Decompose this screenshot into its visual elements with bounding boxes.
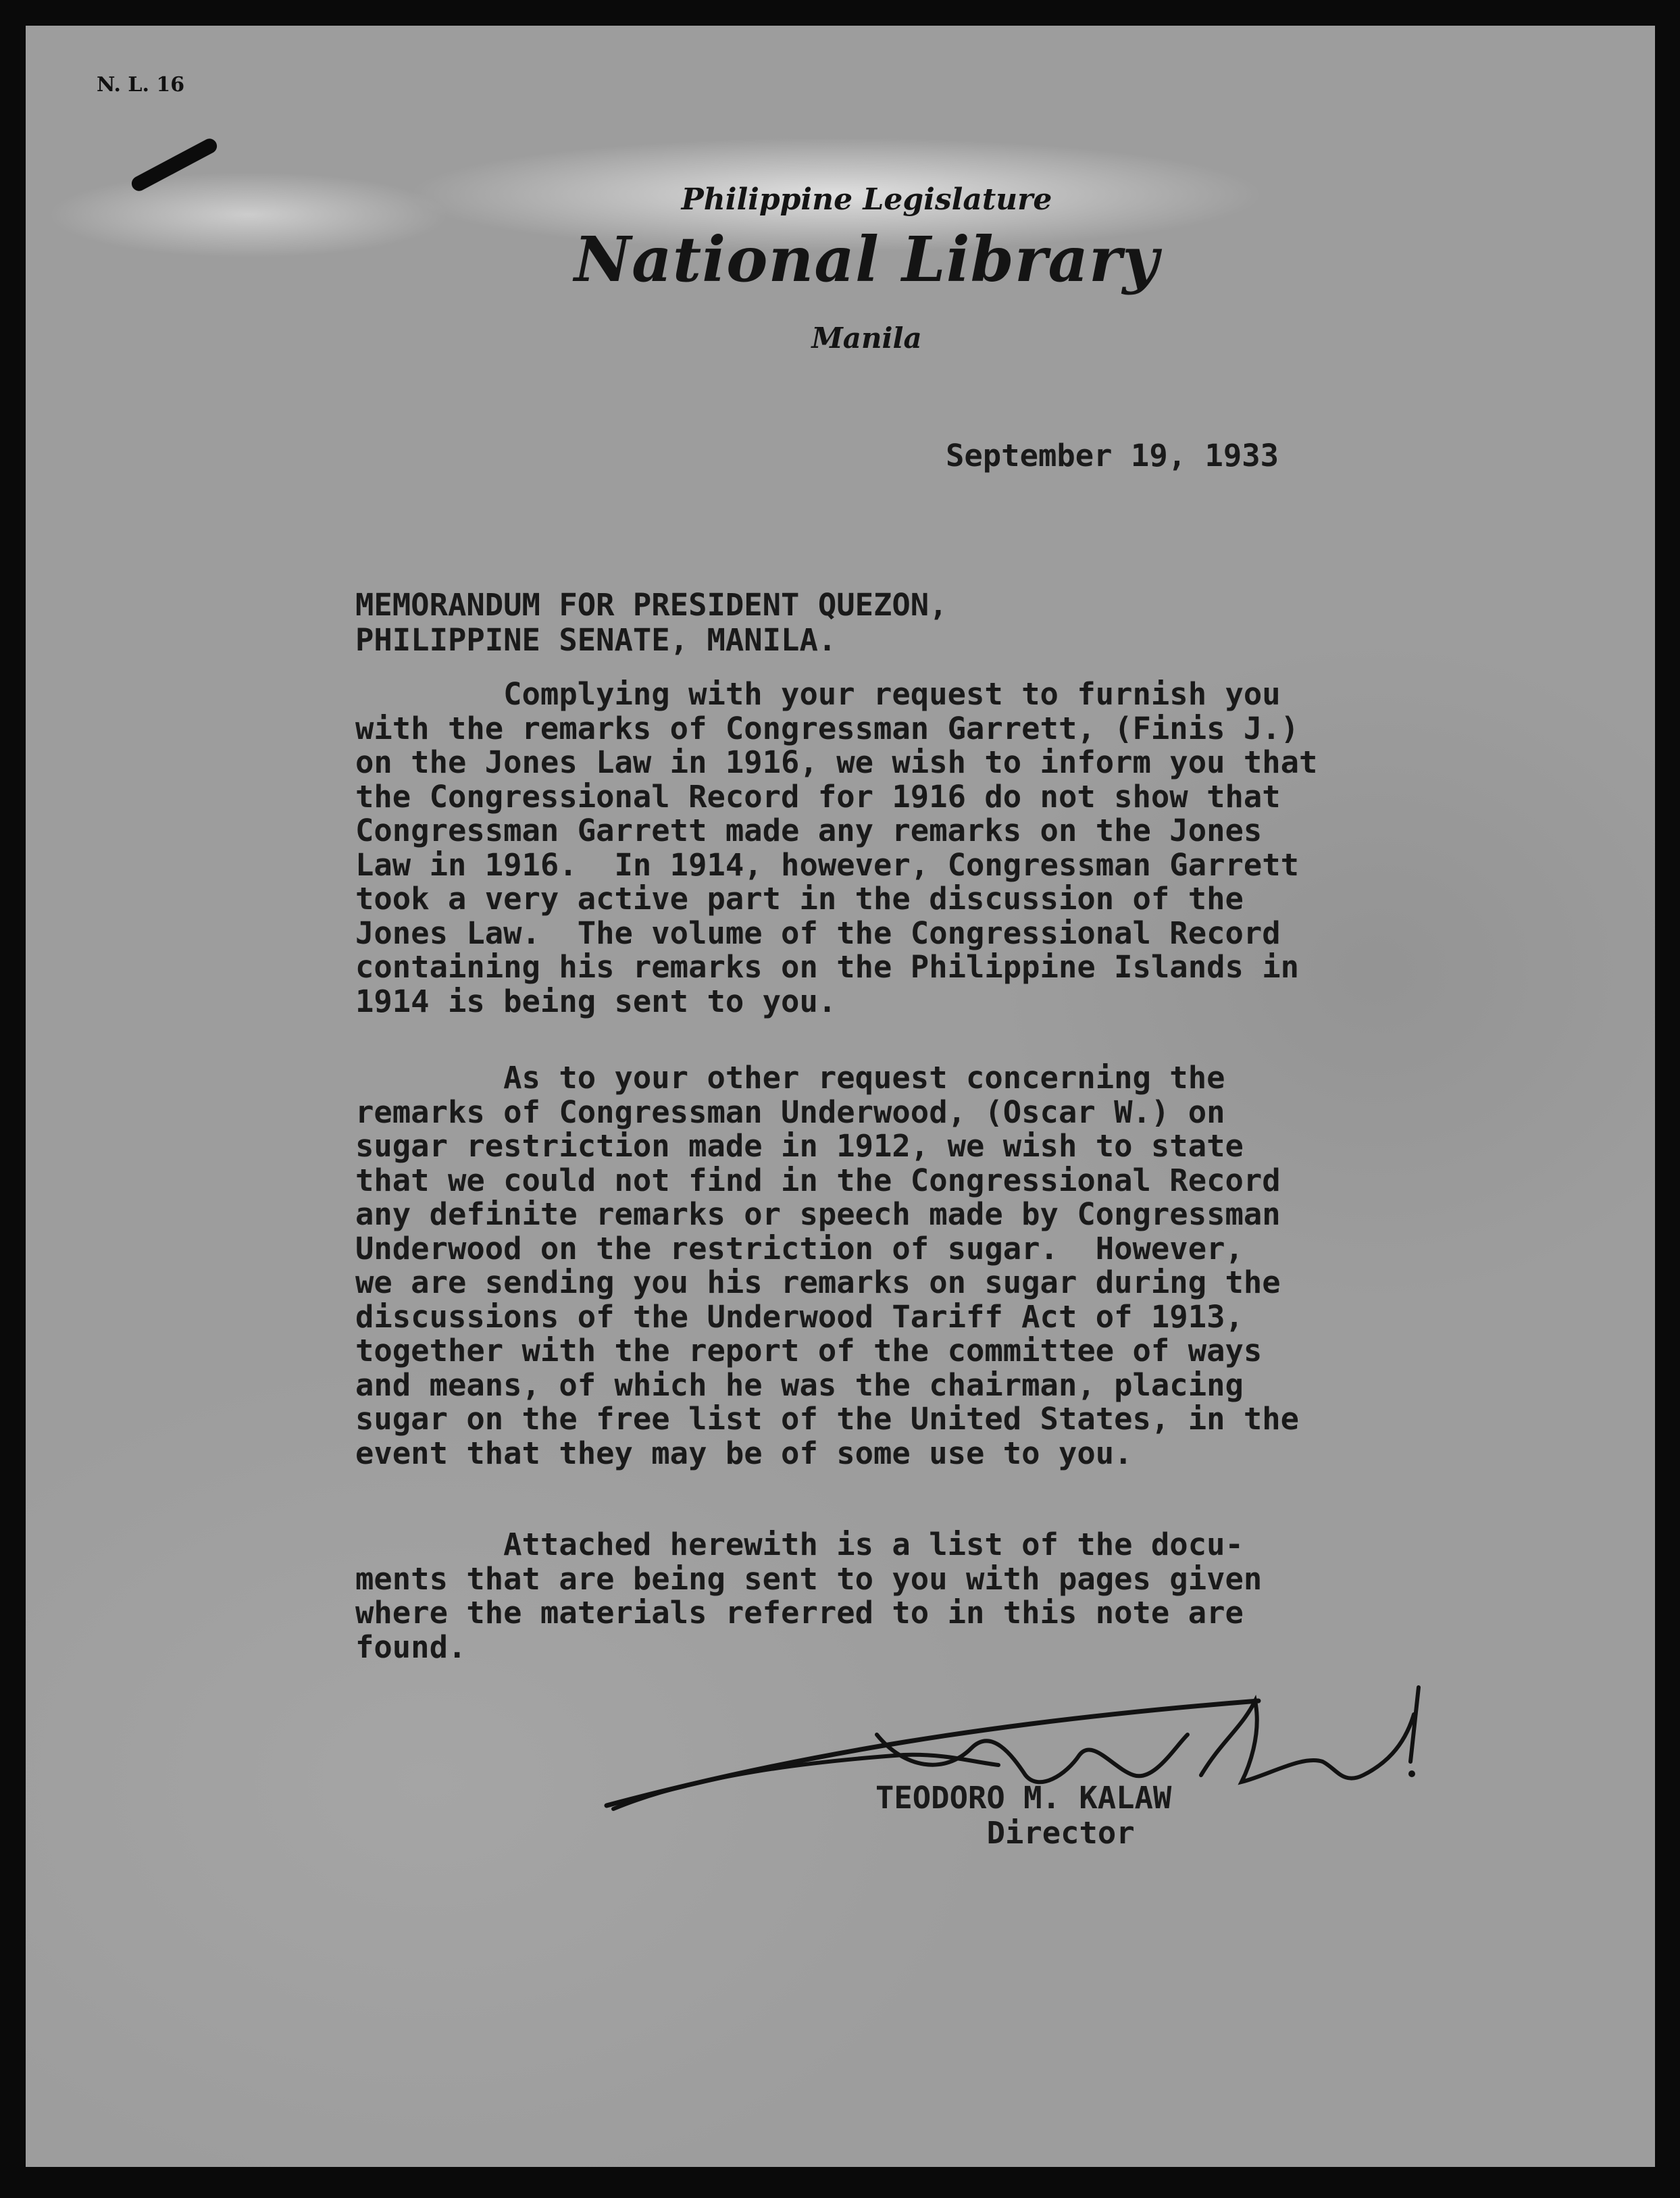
text-line: Complying with your request to furnish you <box>355 676 1281 712</box>
text-line: the Congressional Record for 1916 do not show that <box>355 778 1281 815</box>
text-line: 1914 is being sent to you. <box>355 983 837 1019</box>
form-number: N. L. 16 <box>97 73 185 97</box>
text-line: Law in 1916. In 1914, however, Congressman Garrett <box>355 846 1300 883</box>
text-line: As to your other request concerning the <box>355 1060 1225 1096</box>
addressee-block <box>355 588 948 658</box>
text-line: remarks of Congressman Underwood, (Oscar W.) on <box>355 1094 1225 1130</box>
letterhead-city: Manila <box>811 322 922 355</box>
signer-name: TEODORO M. KALAW <box>875 1780 1172 1816</box>
letterhead-national-library: National Library <box>574 223 1159 296</box>
text-line: on the Jones Law in 1916, we wish to inform you that <box>355 744 1318 780</box>
text-line: event that they may be of some use to you. <box>355 1435 1133 1471</box>
text-line: with the remarks of Congressman Garrett, (Finis J.) <box>355 710 1300 746</box>
text-line: sugar restriction made in 1912, we wish to state <box>355 1128 1244 1164</box>
text-line: we are sending you his remarks on sugar during the <box>355 1264 1281 1300</box>
text-line: any definite remarks or speech made by Congressman <box>355 1196 1281 1232</box>
letter-page <box>26 26 1655 2167</box>
text-line: Attached herewith is a list of the docu- <box>355 1527 1244 1562</box>
text-line: Congressman Garrett made any remarks on the Jones <box>355 813 1263 848</box>
paragraph-1 <box>355 678 1317 1019</box>
text-line: and means, of which he was the chairman, placing <box>355 1366 1244 1403</box>
text-line: discussions of the Underwood Tariff Act of 1913, <box>355 1298 1244 1335</box>
text-line: found. <box>355 1629 467 1665</box>
addressee-line-2: PHILIPPINE SENATE, MANILA. <box>355 622 837 658</box>
signer-title: Director <box>986 1815 1135 1851</box>
text-line: containing his remarks on the Philippine Islands in <box>355 949 1300 985</box>
text-line: that we could not find in the Congressional Record <box>355 1162 1281 1198</box>
text-line: sugar on the free list of the United States, in the <box>355 1401 1300 1437</box>
text-line: where the materials referred to in this note are <box>355 1595 1244 1631</box>
addressee-line-1: MEMORANDUM FOR PRESIDENT QUEZON, <box>355 587 948 623</box>
text-line: Jones Law. The volume of the Congressional Record <box>355 915 1281 951</box>
signature-block <box>875 1781 1171 1851</box>
text-line: ments that are being sent to you with pages given <box>355 1560 1263 1597</box>
letter-date: September 19, 1933 <box>946 438 1279 474</box>
paragraph-2 <box>355 1061 1299 1471</box>
text-line: took a very active part in the discussion of the <box>355 881 1244 917</box>
ink-smudge-mark <box>129 136 220 193</box>
text-line: together with the report of the committee of ways <box>355 1333 1263 1369</box>
paragraph-3 <box>355 1528 1262 1664</box>
letterhead-legislature: Philippine Legislature <box>681 182 1052 217</box>
text-line: Underwood on the restriction of sugar. However, <box>355 1230 1244 1267</box>
